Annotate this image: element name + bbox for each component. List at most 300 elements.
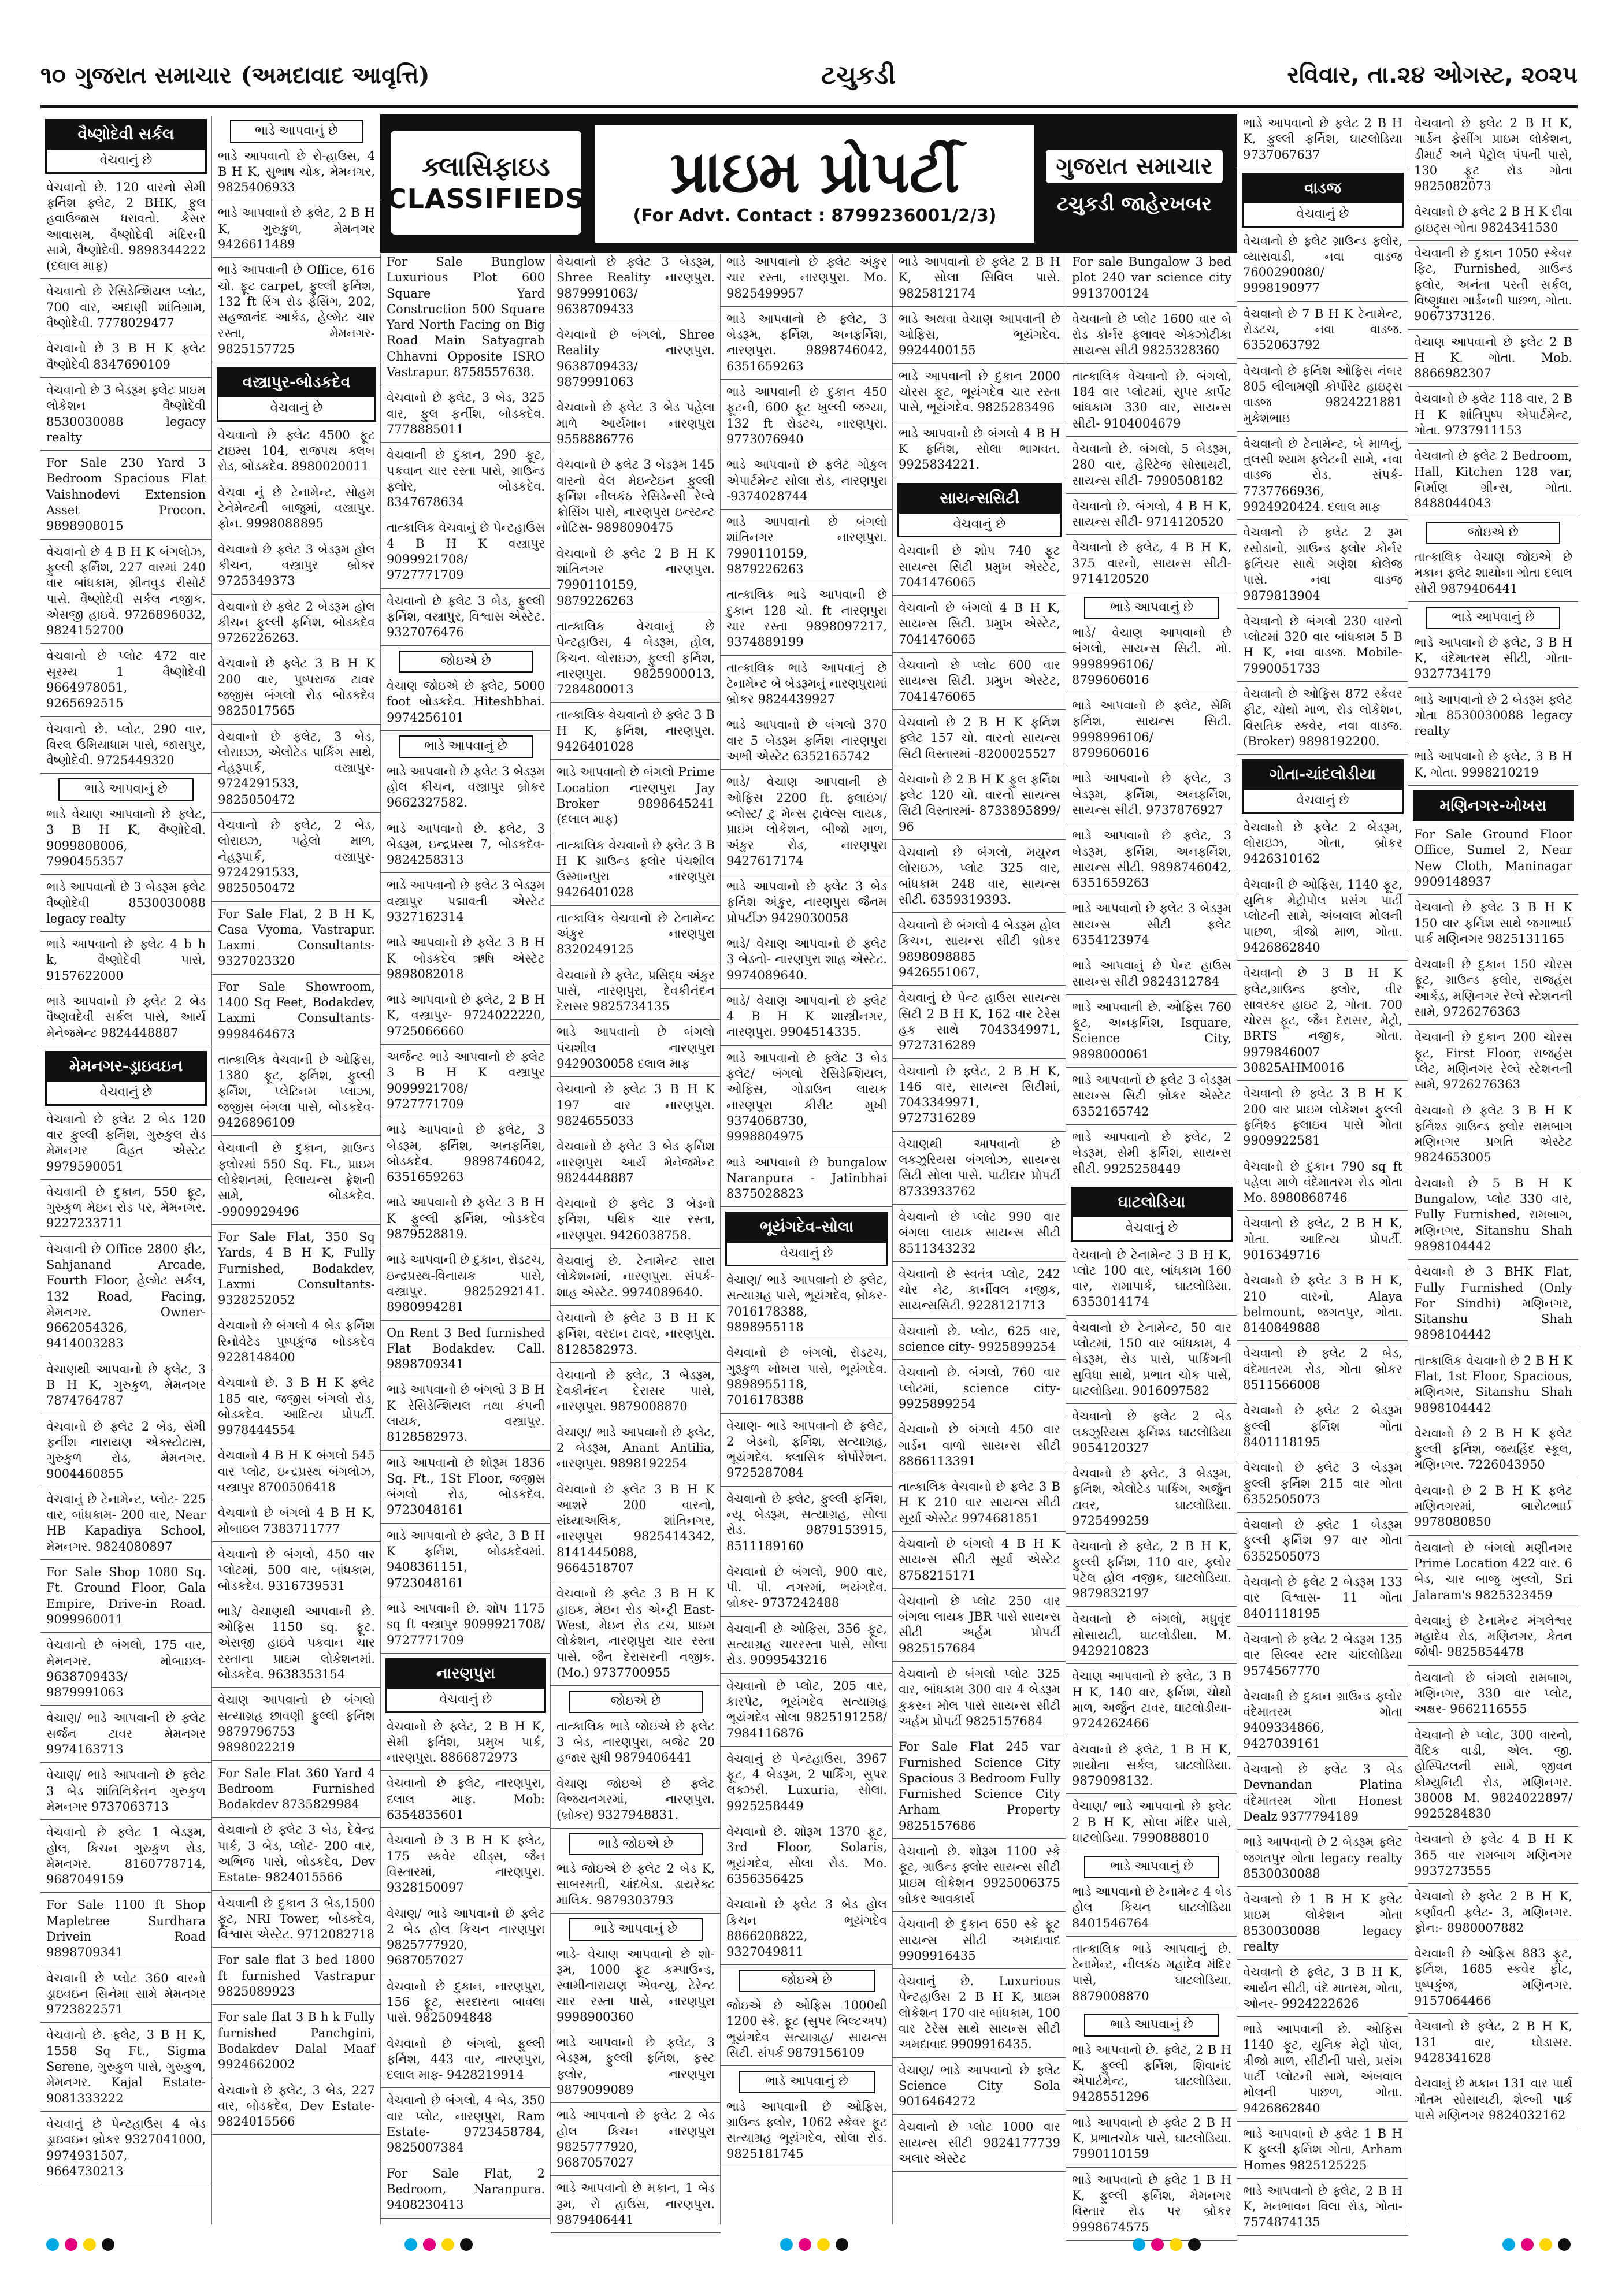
- classified-ad: વેચવાનું છે ટેનામેન્ટ મંગલેશ્વર મહાદેવ રોડ, મણિનગર, કેતન જોષી- 9825854478: [1408, 1613, 1578, 1666]
- classified-ad: ભાડે આપવાનો છે ફ્લેટ 1 B H K, ફુલ્લી ફર્નિશ, મેમનગર વિસ્તાર રોડ પર બ્રોકર 9998674575: [1066, 2172, 1237, 2241]
- classified-ad: વેચવાનું છે પેન્ટહાઉસ, 3967 ફૂટ, 4 બેડરૂમ, 2 પાર્કિંગ, સુપર લક્ઝરી. Luxuria, સોલા. 9925258449: [721, 1751, 893, 1819]
- banner-contact: (For Advt. Contact : 8799236001/2/3): [633, 206, 997, 226]
- banner-brand: [1045, 131, 1224, 235]
- classified-ad: વેચવાનો છે બંગલો, મયુરન લોરાઇઝ, પ્લોટ 325 વાર, બાંધકામ 248 વાર, સાયન્સ સીટી. 6359319393.: [893, 845, 1066, 913]
- classified-ad: વેચવાનો છે. 3 B H K ફ્લેટ 185 વાર, જજીસ બંગલો રોડ, બોડકદેવ. આદિત્ય પ્રોપર્ટી. 9978444554: [212, 1375, 381, 1443]
- category-heading: ભાડે આપવાનું છે: [1426, 607, 1561, 629]
- classified-ad: વેચવાનો છે ફ્લેટ, 3 બેડ, 325 વાર, ફુલ ફર્નીશ, બોડકદેવ. 7778885011: [381, 390, 551, 443]
- registration-dot-icon: [1558, 2238, 1571, 2251]
- classified-ad: ભાડે/ વેચાણથી આપવાની છે. ઓફિસ 1150 sq. ફૂટ. એસજી હાઇવે પકવાન ચાર રસ્તાના પ્રાઇમ લોકેશનમાં. બોડકદેવ. 9638353154: [212, 1604, 381, 1688]
- classified-ad: ભાડે આપવાનો છે ફ્લેટ, સેમિ ફર્નિશ, સાયન્સ સિટી. 9998996106/ 8799606016: [1066, 698, 1237, 766]
- classified-ad: For Sale Showroom, 1400 Sq Feet, Bodakdev, Laxmi Consultants- 9998464673: [212, 979, 381, 1047]
- classified-ad: ભાડે આપવાનો છે ફ્લેટ, 3 બેડરૂમ, ફર્નિશ, અનફર્નિશ, સાયન્સ સીટી. 9737876927: [1066, 771, 1237, 823]
- classified-ad: વેચાણ- ભાડે આપવાનો છે ફ્લેટ, 2 બેડનો, ફર્નિશ, સત્યાગ્રહ, ભૂયંગદેવ. ક્લાસિક કોર્પોરેશન. 9725287084: [721, 1418, 893, 1487]
- classified-ad: ભાડે આપવાની છે દુકાન, રોડટચ, ઇન્દ્રપ્રસ્થ-વિનાયક પાસે, વસ્ત્રાપુર. 9825292141. 8980994281: [381, 1252, 551, 1320]
- area-section-header: [1413, 790, 1574, 821]
- classifieds-logo: [387, 131, 585, 235]
- classified-ad: વેચવાનો છે ફ્લેટ, નારણપુરા, દલાલ માફ. Mob: 6354835601: [381, 1775, 551, 1828]
- registration-dot-icon: [1521, 2238, 1534, 2251]
- classified-ad: તાત્કાલિક ભાડે આપવાનું છે ટેનામેન્ટ બે બેડરૂમનું નારણપુરામાં બ્રોકર 9824439927: [721, 660, 893, 713]
- classified-ad: ભાડે આપવાનો છે 2 બેડરૂમ ફ્લેટ જગતપુર ગોતા legacy realty 8530030088: [1237, 1834, 1408, 1887]
- classified-ad: વેચવાનો છે ફ્લેટ, 3 બેડ, લોરાઇઝ, એલોટેડ પાર્કિંગ સાથે, નેહરૂપાર્ક, વસ્ત્રાપુર- 9724291533, 9825050472: [212, 729, 381, 813]
- category-heading: ભાડે આપવાનું છે: [1084, 1856, 1219, 1878]
- classified-ad: વેચવાની છે પ્લોટ 360 વારનો ડ્રાઇવઇન સિનેમા સામે મેમનગર 9723822571: [40, 1971, 211, 2023]
- classified-ad: ભાડે આપવાની છે દુકાન 450 ફૂટની, 600 ફૂટ ખુલ્લી જગ્યા, 132 ft રોડટચ, નારણપુરા. 9773076940: [721, 384, 893, 452]
- classified-ad: વેચવાનો છે ફ્લેટ 2 બેડરૂમ, લોરાઇઝ, ગોતા, બ્રોકર 9426310162: [1237, 820, 1408, 872]
- classified-ad: વેચવાનો છે બંગલો 4 બેડરૂમ હોલ કિચન, સાયન્સ સીટી બ્રોકર 9898098885 9426551067,: [893, 917, 1066, 986]
- classified-ad: વેચવાની છે દુકાન, 550 ફૂટ, ગુરુકુળ મેઇન રોડ પર, મેમનગર. 9227233711: [40, 1184, 211, 1237]
- classified-ad: વેચવાનો છે બંગલો, 900 વાર, પી. પી. નગરમાં, ભયંગદેવ. બ્રોકર- 9737242488: [721, 1564, 893, 1617]
- classified-ad: તાત્કાલિક વેચવાનો છે ટેનામેન્ટ અંકુર નારણપુરા 8320249125: [551, 911, 721, 963]
- registration-dot-icon: [460, 2238, 473, 2251]
- classified-ad: ભાડે આપવાનો છે ફ્લેટ, 2 બેડરૂમ, સેમી ફર્નિશ, સાયન્સ સીટી. 9925258449: [1066, 1130, 1237, 1182]
- classified-ad: વેચવાની છે દુકાન 200 ચોરસ ફૂટ, First Floor, રાજહંસ પ્લેટ, મણિનગર રેલ્વે સ્ટેશનની સામે, 9726276363: [1408, 1030, 1578, 1098]
- classified-ad: વેચવાનો છે ફ્લેટ 2 બેડ લક્ઝુરિયસ ફર્નિશ્ડ ઘાટલોડિયા 9054120327: [1066, 1409, 1237, 1461]
- classified-ad: વેચવાનો છે. ફ્લેટ, 3 B H K, 1558 Sq Ft., Sigma Serene, ગુરુકુળ પાસે, ગુરુકુળ, મેમનગર. Kajal Estate- 9081333222: [40, 2027, 211, 2111]
- classified-ad: વેચવાનો છે ફ્લેટ 1 બેડરૂમ, હોલ, કિચન ગુરુકુળ રોડ, મેમનગર. 8160778714, 9687049159: [40, 1825, 211, 1893]
- classified-ad: જોઇએ છે ઓફિસ 1000થી 1200 સ્કે. ફૂટ (સુપર બિલ્ટઅપ) ભૂયંગદેવ સત્યાગ્રહ/ સાયન્સ સિટી. સંપર્ક 9879156109: [721, 1998, 893, 2066]
- classified-ad: તાત્કાલિક વેચાણ જોઇએ છે મકાન ફ્લેટ શાયોના ગોતા દલાલ સોરી 9879406441: [1408, 549, 1578, 602]
- classified-ad: વેચવાનો છે ઓફિસ 872 સ્કેવર ફીટ, ચોથો માળ, રોડ લોકેશન, વિસતિક સ્કવેર, નવા વાડજ. (Broker) 9898192200.: [1237, 686, 1408, 755]
- classified-ad: ભાડે આપવાની છે Office, 616 ચો. ફૂટ carpet, ફુલ્લી ફર્નિશ, 132 ft રિંગ રોડ ફેસિંગ, 202, સહજાનંદ આર્કેડ, હેલ્મેટ ચાર રસ્તા, મેમનગર- 9825157725: [212, 262, 381, 362]
- category-heading: ભાડે આપવાનું છે: [230, 120, 363, 143]
- classified-ad: વેચાણ/ ભાડે આપવાની છે ફ્લેટ સર્જન ટાવર મેમનગર 9974163713: [40, 1710, 211, 1763]
- classified-ad: વેચવાનો છે ફ્લેટ 2 બેડરૂમ 133 વાર વિશ્વાસ- 11 ગોતા 8401118195: [1237, 1574, 1408, 1627]
- classified-column-3: [380, 254, 551, 2224]
- classified-ad: વેચવાનો છે 3 B H K ફ્લેટ, 175 સ્કવેર યીડ્સ, જૈન વિસ્તારમાં, નારણપુરા. 9328150097: [381, 1833, 551, 1901]
- classified-ad: વેચવાનો છે બંગલો મણીનગર Prime Location 422 વાર. 6 બેડ, ચાર બાજુ ખુલ્લો, Sri Jalaram's 9825323459: [1408, 1540, 1578, 1608]
- classified-ad: ભાડે જોઇએ છે ફ્લેટ 2 બેડ K, સાબરમતી, ચાંદખેડા. ડાયરેક્ટ માલિક. 9879303793: [551, 1861, 721, 1914]
- area-section-header: [1242, 173, 1404, 228]
- classified-ad: વેચવાનું છે ટેનામેન્ટ, પ્લોટ- 225 વાર, બાંધકામ- 200 વાર, Near HB Kapadiya School, મેમનગર. 9824080897: [40, 1492, 211, 1560]
- classified-ad: વેચવાનો છે બંગલો રામબાગ, મણિનગર, 330 વાર પ્લોટ, અક્ષર- 9662116555: [1408, 1670, 1578, 1723]
- classifieds-logo-gujarati: ક્લાસિફાઇડ: [422, 151, 550, 182]
- classified-ad: For Sale Flat 360 Yard 4 Bedroom Furnished Bodakdev 8735829984: [212, 1766, 381, 1818]
- classified-ad: ભાડે આપવાનો છે ફ્લેટ, 3 B H K, ગોતા. 9998210219: [1408, 749, 1578, 786]
- registration-dot-icon: [404, 2238, 417, 2251]
- area-name: મણિનગર-ખોખરા: [1415, 792, 1572, 819]
- section-name: ટચુકડી: [821, 60, 896, 90]
- classified-ad: વેચવાનો છે ફ્લેટ, 3 બેડરૂમ, ફર્નિશ, એલોટેડ પાર્કિંગ, અર્જુન ટાવર, ઘાટલોડિયા. 9725499259: [1066, 1466, 1237, 1534]
- classified-ad: વેચવાનો છે 2 B H K ફર્નિશ ફ્લેટ 157 ચો. વારનો સાયન્સ સિટી વિસ્તારમાં -8200025527: [893, 715, 1066, 767]
- registration-dot-icon: [780, 2238, 793, 2251]
- registration-dot-icon: [441, 2238, 454, 2251]
- classified-ad: વેચવાનો છે પ્લોટ 990 વાર બંગલા લાયક સાયન્સ સીટી 8511343232: [893, 1209, 1066, 1262]
- classified-ad: વેચવાનો છે. પ્લોટ, 625 વાર, science city- 9925899254: [893, 1324, 1066, 1361]
- area-name: ઘાટલોડિયા: [1073, 1188, 1231, 1216]
- classified-ad: વેચવાનો છે બંગલો પ્લોટ 325 વાર, બાંધકામ 300 વાર 4 બેડરૂમ કુકરન મોલ પાસે સાયન્સ સીટી અર્હમ પ્રોપર્ટી 9825157684: [893, 1666, 1066, 1734]
- classified-ad: For Sale Flat, 350 Sq Yards, 4 B H K, Fully Furnished, Bodakdev, Laxmi Consultants- 9328252052: [212, 1229, 381, 1313]
- category-label: વેચવાનું છે: [47, 1080, 205, 1104]
- classified-ad: વેચવાનો છે ટેનામેન્ટ 3 B H K, પ્લોટ 100 વાર, બાંધકામ 160 વાર, રામાપાર્ક, ઘાટલોડિયા. 6353014174: [1066, 1247, 1237, 1316]
- classified-ad: વેચવાનો છે ફ્લેટ 2 બેડરૂમ 135 વાર સિલ્વર સ્ટાર ચાંદલોડિયા 9574567770: [1237, 1632, 1408, 1684]
- classified-ad: વેચવાનો છે બંગલો 4 બેડ ફર્નિશ રિનોવેટેડ પુષ્પકુંજ બોડકદેવ 9228148400: [212, 1318, 381, 1370]
- banner-title-box: [595, 125, 1034, 243]
- classified-ad: વેચવાનો છે ફ્લેટ 3 બેડરૂમ હોલ કીચન, વસ્ત્રાપુર બ્રોકર 9725349373: [212, 542, 381, 595]
- classified-ad: વેચવાનો છે ફ્લેટ 2 બેડ, વંદેમાતરમ રોડ, ગોતા બ્રોકર 8511566008: [1237, 1346, 1408, 1398]
- classified-ad: વેચવાનો છે બંગલો 4 B H K, મોબાઇલ 7383711777: [212, 1505, 381, 1542]
- classified-ad: વેચવાનો છે ફ્લેટ 3 બેડરૂમ 145 વારનો વેલ મેઇન્ટેઇન ફુલ્લી ફર્નિશ નીલકંઠ રેસિડેન્સી રેલ્વે ક્રોસિંગ પાસે, નારણપુરા ઇન્સ્ટન્ટ નોટિસ- 9898090475: [551, 457, 721, 541]
- area-name: વસ્ત્રાપુર-બોડકદેવ: [218, 369, 374, 396]
- classified-ad: ભાડે આપવાનો છે રો-હાઉસ, 4 B H K, સુભાષ ચોક, મેમનગર, 9825406933: [212, 148, 381, 201]
- area-name: વૈષ્ણોદેવી સર્કલ: [47, 121, 205, 148]
- classified-ad: વેચવાની છે દુકાન ગ્રાઉન્ડ ફ્લોર વંદેમાતરમ ગોતા 9409334866, 9427039161: [1237, 1689, 1408, 1757]
- classified-ad: વેચવાનો છે બંગલો 450 વાર ગાર્ડન વાળો સાયન્સ સીટી 8866113391: [893, 1422, 1066, 1474]
- category-heading: ભાડે આપવાનું છે: [739, 2071, 875, 2093]
- classified-ad: For sale flat 3 B h k Fully furnished Panchgini, Bodakdev Dalal Maaf 9924662002: [212, 2009, 381, 2078]
- registration-dot-icon: [817, 2238, 830, 2251]
- classified-ad: વેચવાનો છે ફ્લેટ 3 બેડ ફર્નિશ નારણપુરા આર્ય મેનેજમેન્ટ 9824448887: [551, 1139, 721, 1191]
- category-label: વેચવાનું છે: [899, 512, 1060, 536]
- registration-dot-icon: [1170, 2238, 1182, 2251]
- classified-ad: વેચવાનો છે 2 B H K ફ્લેટ ફુલ્લી ફર્નિશ, જયહિંદ સ્કૂલ, મણિનગર. 7226043950: [1408, 1426, 1578, 1478]
- classified-ad: વેચવાનો છે ફ્લેટ 3 બેડનો ફર્નિશ, પથિક ચાર રસ્તા, નારણપુરા. 9426038758.: [551, 1196, 721, 1249]
- classified-ad: ભાડે આપવાનો છે ફ્લેટ 3 બેડરૂમ સાયન્સ સીટી ફ્લેટ 6354123974: [1066, 901, 1237, 953]
- classified-ad: ભાડે આપવાનો છે ફ્લેટ, 3 બેડરૂમ, ફર્નિશ, અનફર્નિશ, બોડકદેવ. 9898746042, 6351659263: [381, 1122, 551, 1190]
- prime-property-banner: [380, 114, 1237, 253]
- classified-ad: વેચવાનો છે પ્લોટ, 205 વાર, કારપેટ, ભૂયંગદેવ સત્યાગ્રહ ભૂયંગદેવ સોલા 9825191258/ 7984116876: [721, 1678, 893, 1747]
- classified-column-9: [1408, 116, 1578, 2224]
- classified-ad: વેચાણથી આપવાનો છે ફ્લેટ, 3 B H K, ગુરુકુળ, મેમનગર 7874764787: [40, 1362, 211, 1414]
- classified-ad: વેચવાનો છે 3 બેડરૂમ ફ્લેટ પ્રાઇમ લોકેશન વૈષ્ણોદેવી 8530030088 legacy realty: [40, 382, 211, 451]
- classified-ad: વેચવાનો છે 5 B H K Bungalow, પ્લોટ 330 વાર, Fully Furnished, રામબાગ, મણિનગર, Sitanshu Shah 9898104442: [1408, 1176, 1578, 1260]
- classified-ad: વેચવાનો છે બંગલો 4 B H K, સાયન્સ સિટી. પ્રમુખ એસ્ટેટ, 7041476065: [893, 600, 1066, 653]
- classified-ad: વેચવાનો છે ફ્લેટ 3 બેડ હોલ કિચન ભૂયંગદેવ 8866208822, 9327049811: [721, 1897, 893, 1965]
- area-section-header: [1071, 1187, 1233, 1242]
- classified-ad: વેચાણ/ ભાડે આપવાનો છે ફ્લેટ, 2 બેડરૂમ, Anant Antilia, નારણપુરા. 9898192254: [551, 1425, 721, 1477]
- classified-ad: વેચવાનો છે ફ્લેટ, ફુલ્લી ફર્નિશ, ન્યૂ બેડરૂમ, સત્યાગ્રહ, સોલા રોડ. 9879153915, 8511189160: [721, 1491, 893, 1559]
- classified-ad: ભાડે આપવાનો છે. ફ્લેટ, 2 B H K, ફુલ્લી ફર્નિશ, શિવાનંદ એપાર્ટમેન્ટ, ઘાટલોડિયા. 9428551296: [1066, 2042, 1237, 2111]
- classified-ad: વેચવાની છે ઓફિસ, 1140 ફૂટ, યુનિક મેટ્રોપોલ પ્રસંગ પાર્ટી પ્લોટની સામે, અંબવાલ મોલની પાછળ, ત્રીજો માળ, ગોતા. 9426862840: [1237, 877, 1408, 961]
- classified-ad: વેચવાનો છે ફ્લેટ 3 B H K 200 વાર, પુષ્પરાજ ટાવર જજીસ બંગલો રોડ બોડકદેવ 9825017565: [212, 656, 381, 724]
- classified-ad: ભાડે/ વેચાણ આપવાનો છે ફ્લેટ 3 બેડનો- નારણપુરા શાહ એસ્ટેટ. 9974089640.: [721, 936, 893, 989]
- classified-ad: For Sale Ground Floor Office, Sumel 2, Near New Cloth, Maninagar 9909148937: [1408, 827, 1578, 895]
- classified-ad: વેચવાનો છે દુકાન, નારણપુરા, 156 ફૂટ, સરદારના બાવલા પાસે. 9825094848: [381, 1979, 551, 2031]
- classified-column-4: [550, 254, 721, 2227]
- classified-ad: વેચવાનો છે ફ્લેટ 3 બેડ, દેવેન્દ્ર પાર્ક, 3 બેડ, પ્લોટ- 200 વાર, અભિજ પાસે, બોડકદેવ, Dev Estate- 9824015566: [212, 1822, 381, 1890]
- classified-ad: ભાડે આપવાનો છે ફ્લેટ, 3 બેડરૂમ, ફુલ્લી ફર્નિશ, ફસ્ટ ફ્લોર, નારણપુરા 9879099089: [551, 2035, 721, 2103]
- registration-dot-icon: [799, 2238, 811, 2251]
- classified-ad: વેચવાનો છે ફ્લેટ, 1 B H K, શાયોના સર્કલ, ઘાટલોડિયા. 9879098132.: [1066, 1742, 1237, 1795]
- registration-dot-icon: [1539, 2238, 1552, 2251]
- classified-ad: ભાડે આપવાનો છે બંગલો 370 વાર 5 બેડરૂમ ફર્નિશ નારણપુરા અભી એસ્ટેટ 6352165742: [721, 717, 893, 770]
- category-heading: ભાડે આપવાનું છે: [569, 1918, 703, 1941]
- classified-ad: તાત્કાલિક વેચવાનો છે. બંગલો, 184 વાર પ્લોટમાં, સુપર કાર્પેટ બાંધકામ 330 વાર, સાયન્સ સીટી- 9104004679: [1066, 369, 1237, 437]
- registration-dot-icon: [83, 2238, 96, 2251]
- classified-ad: ભાડે આપવાની છે ઓફિસ, ગ્રાઉન્ડ ફ્લોર, 1062 સ્કેવર ફૂટ સત્યાગ્રહ ભૂયંગદેવ, સોલા રોડ. 9825181745: [721, 2099, 893, 2167]
- classified-ad: વેચવાનો છે બંગલો 230 વારનો પ્લોટમાં 320 વાર બાંધકામ 5 B H K, નવા વાડજ. Mobile- 7990051733: [1237, 614, 1408, 682]
- classified-ad: વેચવાનો છે ફ્લેટ, 2 B H K, ગોતા. આદિત્ય પ્રોપર્ટી. 9016349716: [1237, 1216, 1408, 1268]
- classified-ad: For sale flat 3 bed 1800 ft furnished Vastrapur 9825089923: [212, 1952, 381, 2005]
- classified-ad: ભાડે આપવાનો છે 2 બેડરૂમ ફ્લેટ ગોતા 8530030088 legacy realty: [1408, 692, 1578, 745]
- registration-dot-icon: [836, 2238, 848, 2251]
- registration-dot-icon: [1133, 2238, 1145, 2251]
- classified-ad: વેચવાનો છે ફ્લેટ 3 B H K 197 વાર નારણપુરા. 9824655033: [551, 1082, 721, 1134]
- area-section-header: [385, 1658, 546, 1713]
- classified-ad: ભાડે આપવાનો છે ફ્લેટ, 2 B H K, ગુરુકુળ, મેમનગર 9426611489: [212, 205, 381, 258]
- classified-ad: વેચવાનો છે બંગલો, રોડટચ, ગુરૂકુળ ખોખરા પાસે, ભૂયંગદેવ. 9898955118, 7016178388: [721, 1345, 893, 1413]
- classified-ad: વેચવાનો છે સ્વતંત્ર પ્લોટ, 242 ચોર નેટ, કાર્નીવલ નજીક, સાયન્સસિટી. 9228121713: [893, 1266, 1066, 1319]
- classified-ad: વેચવાનો છે ફ્લેટ, 2 B H K, 146 વાર, સાયન્સ સિટીમાં, 7043349971, 9727316289: [893, 1064, 1066, 1132]
- classified-ad: વેચવાનો છે ફ્લેટ 3 B H K 150 વાર ફર્નિશ સાથે જગાભાઈ પાર્ક મણિનગર 9825131165: [1408, 900, 1578, 952]
- classified-ad: ભાડે આપવાનો છે ફ્લેટ 2 B H K, પ્રભાતચોક પાસે, ઘાટલોડિયા. 7990110159: [1066, 2115, 1237, 2168]
- classified-ad: For Sale Flat, 2 B H K, Casa Vyoma, Vastrapur. Laxmi Consultants- 9327023320: [212, 906, 381, 975]
- classified-ad: વેચવાનો છે ફ્લેટ, 2 B H K, 131 વાર, ઘોડાસર. 9428341628: [1408, 2019, 1578, 2071]
- classified-ad: વેચવાનો છે બંગલો, ફુલ્લી ફર્નિશ, 443 વાર, નારણપુરા, દલાલ માફ- 9428219914: [381, 2036, 551, 2089]
- classified-ad: વેચાણ/ ભાડે આપવાનો છે ફ્લેટ, સત્યાગ્રહ પાસે, ભૂયંગદેવ, બ્રોકર- 7016178388, 9898955118: [721, 1272, 893, 1340]
- area-name: મેમનગર-ડ્રાઇવઇન: [47, 1053, 205, 1080]
- classified-ad: વેચવાની છે દુકાન 650 સ્કે ફૂટ સાયન્સ સીટી અમદાવાદ 9909916435: [893, 1916, 1066, 1969]
- classified-ad: વેચવાની છે દુકાન 1050 સ્કેવર ફિટ, Furnished, ગ્રાઉન્ડ ફ્લોર, અનંતા પરતી સર્કલ, વિષ્ણુધારા ગાર્ડનની પાછળ, ગોતા. 9067373126.: [1408, 246, 1578, 329]
- classified-ad: વેચવાનો છે 3 BHK Flat, Fully Furnished (Only For Sindhi) મણિનગર, Sitanshu Shah 9898104442: [1408, 1264, 1578, 1348]
- registration-dot-icon: [423, 2238, 436, 2251]
- classified-ad: વેચવાનો છે પ્લોટ 472 વાર સૂરમ્ય 1 વૈષ્ણોદેવી 9664978051, 9265692515: [40, 648, 211, 716]
- classified-ad: For Sale 1100 ft Shop Mapletree Surdhara Drivein Road 9898709341: [40, 1897, 211, 1966]
- classified-ad: ભાડે/ વેચાણ આપવાનો છે ફ્લેટ 4 B H K શાસ્ત્રીનગર, નારણપુરા. 9904514335.: [721, 993, 893, 1046]
- classified-ad: ભાડે વેચાણ આપવાનો છે ફ્લેટ, 3 B H K, વૈષ્ણોદેવી. 9099808006, 7990455357: [40, 807, 211, 875]
- classified-ad: વેચવાનો 4 B H K બંગલો 545 વાર પ્લોટ, ઇન્દ્રપ્રસ્થ બંગલોઝ, વસ્ત્રાપુર 8700506418: [212, 1448, 381, 1500]
- category-heading: ભાડે આપવાનું છે: [58, 778, 194, 801]
- classified-ad: વેચવાનો છે ફ્લેટ 3 B H K 200 વાર પ્રાઇમ લોકેશન ફુલ્લી ફર્નિશ્ડ ફ્લાઇવ પાસે ગોતા 9909922581: [1237, 1086, 1408, 1154]
- classified-ad: ભાડે આપવાનો છે ફ્લેટ 2 બેડ હોલ કિચન નારણપુરા 9825777920, 9687057027: [551, 2108, 721, 2176]
- classified-ad: વેચવાનો છે ફ્લેટ 3 B H K, 210 વારનો, Alaya belmount, જગતપુર, ગોતા. 8140849888: [1237, 1273, 1408, 1341]
- classified-ad: વેચવાનો છે ફ્લેટ, 4 B H K, 375 વારનો, સાયન્સ સીટી- 9714120520: [1066, 540, 1237, 592]
- classifieds-logo-english: CLASSIFIEDS: [387, 183, 585, 214]
- classified-ad: વેચવાનો છે ફ્લેટ, 3 બેડ, 227 વાર, બોડકદેવ, Dev Estate- 9824015566: [212, 2083, 381, 2135]
- category-heading: ભાડે આપવાનું છે: [1084, 2014, 1219, 2037]
- classified-ad: વેચવાનો છે બંગલો, 4 બેડ, 350 વાર પ્લોટ, નારણપુરા, Ram Estate- 9723458784, 9825007384: [381, 2093, 551, 2161]
- registration-marks-center-right: [1133, 2238, 1201, 2251]
- masthead: [40, 45, 1578, 108]
- classified-ad: વેચવાનો છે ફ્લેટ 3 B H K આશરે 200 વારનો, સંધ્યાઅલિક, શાંતિનગર, નારણપુરા 9825414342, 8141445088, 9664518707: [551, 1482, 721, 1582]
- registration-dot-icon: [1151, 2238, 1164, 2251]
- classified-ad: વેચવાનો છે ફ્લેટ 1 બેડરૂમ ફુલ્લી ફર્નિશ 97 વાર ગોતા 6352505073: [1237, 1517, 1408, 1570]
- classified-ad: તાત્કાલિક ભાડે જોઇએ છે ફ્લેટ 3 બેડ, નારણપુરા, બજેટ 20 હજાર સુધી 9879406441: [551, 1719, 721, 1771]
- classified-ad: વેચાણ આપવાનો છે બંગલો સત્યાગ્રહ છાવણી ફુલ્લી ફર્નિશ 9879796753 9898022219: [212, 1692, 381, 1760]
- classified-ad: વેચવાની છે ઓફિસ, 356 ફૂટ, સત્યાગ્રહ ચારરસ્તા પાસે, સોલા રોડ. 9099543216: [721, 1621, 893, 1674]
- classified-ad: વેચવાનું છે પેન્ટહાઉસ 4 બેડ ડ્રાઇવઇન બ્રોકર 9327041000, 9974931507, 9664730213: [40, 2116, 211, 2184]
- classified-ad: વેચવાનો છે દુકાન 790 sq ft પહેલા માળે વંદેમાતરમ રોડ ગોતા Mo. 8980868746: [1237, 1159, 1408, 1212]
- issue-date: રવિવાર, તા.૨૪ ઓગસ્ટ, ૨૦૨૫: [1287, 62, 1578, 88]
- classified-ad: વેચવાનો છે. શોરૂમ 1370 ફૂટ, 3rd Floor, Solaris, ભૂયંગદેવ, સોલા રોડ. Mo. 6356356425: [721, 1824, 893, 1892]
- classified-ad: તાત્કાલિક વેચવાનો છે 2 B H K Flat, 1st Floor, Spacious, મણિનગર, Sitanshu Shah 9898104442: [1408, 1353, 1578, 1421]
- classified-ad: ભાડે આપવાનો છે ટેનામેન્ટ 4 બેડ હોલ કિચન ઘાટલોડિયા 8401546764: [1066, 1884, 1237, 1937]
- area-name: સાયન્સસિટી: [899, 485, 1060, 512]
- classified-ad: વેચવાનો છે 3 B H K ફ્લેટ વૈષ્ણોદેવી 8347690109: [40, 341, 211, 378]
- classified-ad: વેચવાનું છે. Luxurious પેન્ટહાઉસ 2 B H K, પ્રાઇમ લોકેશન 170 વાર બાંધકામ, 100 વાર ટેરેસ સાથે સાયન્સ સીટી અમદાવાદ 9909916435.: [893, 1974, 1066, 2057]
- classified-ad: વેચવાની છે દુકાન, ગ્રાઉન્ડ ફ્લોરમાં 550 Sq. Ft., પ્રાઇમ લોકેશનમાં, રિલાયન્સ ફ્રેશની સામે, બોડકદેવ. -9909929496: [212, 1140, 381, 1224]
- classified-ad: વેચવાનો છે. 120 વારનો સેમી ફર્નિશ ફ્લેટ, 2 BHK, ફુલ હવાઉજાસ ધરાવતો. કેસર આવાસમ, વૈષ્ણોદેવી મંદિરની સામે, વૈષ્ણોદેવી. 9898344222 (દલાલ માફ): [40, 180, 211, 280]
- classified-ad: For sale Bungalow 3 bed plot 240 var science city 9913700124: [1066, 254, 1237, 307]
- classified-ad: વેચવાનો છે ફ્લેટ 2 B H K, ગાર્ડન ફેસીંગ પ્રાઇમ લોકેશન, ડીમાર્ટ અને પેટ્રોલ પંપની પાસે, 130 ફૂટ રોડ ગોતા 9825082073: [1408, 116, 1578, 199]
- classified-ad: તાત્કાલિક વેચવાનું છે પેન્ટહાઉસ, 4 બેડરૂમ, હોલ, કિચન. લોરાઇઝ, ફુલ્લી ફર્નિશ, નારણપુરા. 9825900013, 7284800013: [551, 619, 721, 703]
- classified-ad: વેચવાનો છે ફ્લેટ 3 બેડરૂમ ફુલ્લી ફર્નિશ 215 વાર ગોતા 6352505073: [1237, 1460, 1408, 1513]
- classified-ad: ભાડે આપવાનો છે ફ્લેટ 4 b h k, વૈષ્ણોદેવી પાસે, 9157622000: [40, 937, 211, 989]
- masthead-left: [40, 62, 429, 89]
- page-footer: [0, 2231, 1618, 2266]
- classified-ad: ભાડે આપવાનો છે ફ્લેટ, 3 B H K, વંદેમાતરમ સીટી, ગોતા- 9327734179: [1408, 635, 1578, 688]
- classified-column-6: [892, 254, 1066, 2224]
- classified-ad: વેચવાનો છે ફર્નિશ ઓફિસ નંબર 805 લીલામણી કોર્પોરેટ હાઇટ્સ વાડજ 9824221881 મુકેશભાઇ: [1237, 363, 1408, 432]
- classified-ad: વેચવાનું છે પેન્ટ હાઉસ સાયન્સ સિટી 2 B H K, 162 વાર ટેરેસ હક સાથે 7043349971, 9727316289: [893, 990, 1066, 1058]
- classified-ad: ભાડે આપવાનો છે ફ્લેટ 3 બેડરૂમ વસ્ત્રાપુર પદ્માવતી એસ્ટેટ 9327162314: [381, 878, 551, 930]
- registration-dot-icon: [46, 2238, 59, 2251]
- classified-ad: ભાડે આપવાની છે. ઓફિસ 760 ફૂટ, અનફર્નિશ, Isquare, Science City, 9898000061: [1066, 1000, 1237, 1068]
- classified-column-5: [720, 254, 893, 2224]
- category-label: વેચવાનું છે: [727, 1241, 886, 1265]
- registration-dot-icon: [1502, 2238, 1515, 2251]
- classified-ad: For Sale Bunglow Luxurious Plot 600 Square Yard Construction 500 Square Yard North Facing on Big Road Main Satyagrah Chhavni Opposite ISRO Vastrapur. 8758557638.: [381, 254, 551, 385]
- classified-ad: ભાડે આપવાનો છે ફ્લેટ 2 B H K, ફુલ્લી ફર્નિશ, ઘાટલોડિયા 9737067637: [1237, 116, 1408, 168]
- category-label: વેચવાનું છે: [218, 396, 374, 420]
- classified-ad: વેચવાનો છે. બંગલો, 4 B H K, સાયન્સ સીટી- 9714120520: [1066, 499, 1237, 536]
- classified-ad: વેચવાનો છે ફ્લેટ, પ્રસિદ્ધ અંકુર પાસે, નારણપુરા, દેવકીનંદન દેરાસર 9825734135: [551, 968, 721, 1020]
- classified-ad: વેચવાની છે શોપ 740 ફૂટ સાયન્સ સિટી પ્રમુખ એસ્ટેટ, 7041476065: [893, 543, 1066, 596]
- category-heading: ભાડે આપવાનું છે: [1084, 597, 1219, 619]
- classified-ad: વેચવાનું છે મકાન 131 વાર પાર્થ ગૌતમ સોસાયટી, શેલ્બી પાર્ક પાસે મણિનગર 9824032162: [1408, 2076, 1578, 2128]
- page-number: ૧૦: [40, 61, 66, 89]
- classified-ad: For Sale Shop 1080 Sq. Ft. Ground Floor, Gala Empire, Drive-in Road. 9099960011: [40, 1565, 211, 1633]
- classified-ad: ભાડે આપવાનો છે ફ્લેટ, 3 B H K ફર્નિશ, બોડકદેવમાં. 9408361151, 9723048161: [381, 1528, 551, 1596]
- classified-ad: વેચવાનો છે ફ્લેટ 2 B H K દીવા હાઇટ્સ ગોતા 9824341530: [1408, 204, 1578, 241]
- classified-ad: તાત્કાલિક વેચવાની છે ઓફિસ, 1380 ફૂટ, ફર્નિશ, ફુલ્લી ફર્નિશ, પ્લેટિનમ પ્લાઝા, જજીસ બંગલા પાસે, બોડકદેવ- 9426896109: [212, 1052, 381, 1136]
- classified-ad: વેચવાનો છે 4 B H K બંગલોઝ, ફુલ્લી ફર્નિશ, 227 વારમાં 240 વાર બાંધકામ, ગ્રીનવુડ રીસોર્ટ પાસે. વૈષ્ણોદેવી સર્કલ નજીક. એસજી હાઇવે. 9726896032, 9824152700: [40, 544, 211, 644]
- classified-ad: વેચવાનો છે. પ્લોટ, 290 વાર, વિરલ ઉમિયાધામ પાસે, જાસપુર, વૈષ્ણોદેવી. 9725449320: [40, 722, 211, 774]
- banner-brand-name: ગુજરાત સમાચાર: [1046, 150, 1223, 183]
- area-section-header: [217, 367, 376, 422]
- classified-ad: તાત્કાલિક ભાડે આપવાનું છે. ટેનામેન્ટ, નીલકંઠ મહાદેવ મંદિર પાસે, ઘાટલોડિયા. 8879008870: [1066, 1941, 1237, 2009]
- classified-ad: ભાડે/ વેચાણ આપવાની છે ઓફિસ 2200 ft. ફ્લાઇંગ/ બ્લોસ્ટ/ ટુ મેન્સ ટ્રાવેલ્સ લાયક, પ્રાઇમ લોકેશન, બીજો માળ, અંકુર રોડ, નારણપુરા 9427617174: [721, 774, 893, 874]
- classified-ad: ભાડે અથવા વેચાણ આપવાની છે ઓફિસ, ભૂયંગદેવ. 9924400155: [893, 311, 1066, 364]
- classified-ad: વેચવાનો છે ફ્લેટ 2 રૂમ રસોડાનો, ગ્રાઉન્ડ ફ્લોર કોર્નર ફર્નિચર સાથે ગણેશ કોલેજ પાસે. નવા વાડજ 9879813904: [1237, 525, 1408, 608]
- paper-name: ગુજરાત સમાચાર: [75, 61, 232, 89]
- classified-ad: વેચવાનો છે પ્લોટ 250 વાર બંગલા લાયક JBR પાસે સાયન્સ સીટી અર્હમ પ્રોપર્ટી 9825157684: [893, 1593, 1066, 1662]
- classified-ad: ભાડે આપવાનો છે બંગલો પંચશીલ નારણપુરા 9429030058 દલાલ માફ: [551, 1024, 721, 1077]
- classified-ad: વેચવાનો છે ફ્લેટ 3 B H K હાઇક, મેઇન રોડ એન્ટ્રી East-West, મેઇન રોડ ટચ, પ્રાઇમ લોકેશન, નારણપુરા ચાર રસ્તા પાસે. જૈન દેરાસરની નજીક. (Mo.) 9737700955: [551, 1586, 721, 1686]
- classified-ad: ભાડે આપવાનો છે ફ્લેટ, 2 B H K, મનભાવન વિલા રોડ, ગોતા- 7574874135: [1237, 2183, 1408, 2236]
- classified-ad: તાત્કાલિક વેચવાનો છે ફ્લેટ 3 B H K 210 વાર સાયન્સ સીટી સૂર્યા એસ્ટેટ 9974681851: [893, 1479, 1066, 1532]
- classified-ad: વેચવાનો છે ફ્લેટ 118 વાર, 2 B H K શાંતિપુષ્પ એપાર્ટમેન્ટ, ગોતા. 9737911153: [1408, 391, 1578, 444]
- category-label: વેચવાનું છે: [47, 148, 205, 172]
- classified-ad: For Sale 230 Yard 3 Bedroom Spacious Flat Vaishnodevi Extension Asset Procon. 9898908015: [40, 455, 211, 539]
- classified-ad: વેચાણ/ ભાડે આપવાનો છે ફ્લેટ 2 B H K, સોલા મંદિર પાસે, ઘાટલોડિયા. 7990888010: [1066, 1799, 1237, 1851]
- classified-ad: વેચવાનો છે 2 B H K ફ્લેટ મણિનગરમાં, બારોટભાઈ 9978080850: [1408, 1483, 1578, 1536]
- registration-marks-center-left: [404, 2238, 473, 2251]
- classified-ad: ભાડે આપવાનો છે ફ્લેટ 3 B H K બોડકદેવ ઋષિ એસ્ટેટ 9898082018: [381, 935, 551, 987]
- classified-ad: વેચવાનો છે પ્લોટ 600 વાર સાયન્સ સિટી. પ્રમુખ એસ્ટેટ, 7041476065: [893, 657, 1066, 710]
- classified-ad: ભાડે- વેચાણ આપવાનો છે શો-રૂમ, 1000 ફૂટ કમ્પાઉન્ડ, સ્વામીનારાયણ એવન્યુ, ટેરેન્ટ ચાર રસ્તા પાસે, નારણપુરા 9998900360: [551, 1946, 721, 2030]
- classified-ad: વેચવાનો છે ફ્લેટ, 2 B H K, સેમી ફર્નિશ, પ્રમુખ પાર્ક, નારણપુરા. 8866872973: [381, 1719, 551, 1771]
- classified-ad: ભાડે આપવાનો છે ફ્લેટ 3 બેડરૂમ હોલ કીચન, વસ્ત્રાપુર બ્રોકર 9662327582.: [381, 764, 551, 816]
- classified-ad: ભાડે આપવાનો છે. ફ્લેટ, 3 બેડરૂમ, ઇન્દ્રપ્રસ્થ 7, બોડકદેવ- 9824258313: [381, 821, 551, 874]
- registration-marks-center: [780, 2238, 848, 2251]
- edition-label: (અમદાવાદ આવૃત્તિ): [240, 61, 430, 89]
- classified-ad: ભાડે આપવાનો છે ફ્લેટ અંકુર ચાર રસ્તા, નારણપુરા. Mo. 9825499957: [721, 254, 893, 307]
- classified-ad: વેચવાનો છે ટેનામેન્ટ, બે માળનું, તુલસી શ્યામ ફ્લેટની સામે, નવા વાડજ રોડ. સંપર્ક- 7737766936, 9924920424. દલાલ માફ: [1237, 436, 1408, 520]
- category-label: વેચવાનું છે: [1073, 1216, 1231, 1240]
- classified-column-1: [40, 116, 211, 2224]
- classified-ad: વેચવાની છે દુકાન 3 બેડ,1500 ફૂટ, NRI Tower, બોડકદેવ, વિશ્વાસ એસ્ટેટ. 9712082718: [212, 1896, 381, 1948]
- category-heading: જોઇએ છે: [1426, 522, 1561, 544]
- classified-ad: ભાડે/ વેચાણ આપવાનો છે બંગલો, સાયન્સ સિટી. મો. 9998996106/ 8799606016: [1066, 625, 1237, 693]
- classified-ad: તાત્કાલિક ભાડે આપવાની છે દુકાન 128 ચો. ft નારણપુરા ચાર રસ્તા 9898097217, 9374889199: [721, 587, 893, 655]
- category-heading: જોઇએ છે: [569, 1691, 703, 1713]
- classified-ad: ભાડે આપવાનો છે 3 બેડરૂમ ફ્લેટ વૈષ્ણોદેવી 8530030088 legacy realty: [40, 879, 211, 932]
- area-name: ગોતા-ચાંદલોડીયા: [1244, 761, 1402, 788]
- classified-ad: વેચાણ/ ભાડે આપવાનો છે ફ્લેટ 2 બેડ હોલ કિચન નારણપુરા 9825777920, 9687057027: [381, 1906, 551, 1974]
- classified-ad: વેચવાનો છે પ્લોટ, 300 વારનો, વૈદિક વાડી, એલ. જી. હોસ્પિટલની સામે, જીવન કોમ્યુનિટી રોડ, મણિનગર. 38008 M. 9824022897/ 9925284830: [1408, 1727, 1578, 1827]
- classified-ad: વેચવાની છે ઓફિસ 883 ફૂટ, ફર્નિશ, 1685 સ્કવેર ફીટ, પુષ્પકુંજ, મણિનગર. 9157064466: [1408, 1946, 1578, 2014]
- classified-ad: વેચવાનો છે ટેનામેન્ટ, 50 વાર પ્લોટમાં, 150 વાર બાંધકામ, 4 બેડરૂમ, રોડ પાસે, પાર્કિંગની સુવિધા સાથે, પ્રભાત ચોક પાસે, ઘાટલોડિયા. 9016097582: [1066, 1320, 1237, 1404]
- classified-ad: વેચવાનો છે બંગલો, 450 વાર પ્લોટમાં, 500 વાર, બાંધકામ, બોડકદેવ. 9316739531: [212, 1547, 381, 1599]
- classified-ad: ભાડે આપવાની છે દુકાન 2000 ચોરસ ફૂટ, ભૂયંગદેવ ચાર રસ્તા પાસે, ભૂયંગદેવ. 9825283496: [893, 369, 1066, 421]
- classified-ad: ભાડે આપવાનું છે પેન્ટ હાઉસ સાયન્સ સીટી 9824312784: [1066, 958, 1237, 995]
- registration-dot-icon: [65, 2238, 77, 2251]
- classified-ad: વેચવાનો છે ફ્લેટ 2 બેડરૂમ ફુલ્લી ફર્નિશ ગોતા 8401118195: [1237, 1403, 1408, 1455]
- classified-ad: વેચાણ જોઇએ છે ફ્લેટ, 5000 foot બોડકદેવ. Hiteshbhai. 9974256101: [381, 678, 551, 731]
- classified-ad: વેચવાનો છે ફ્લેટ, 3 બેડરૂમ, દેવકીનંદન દેરાસર પાસે, નારણપુરા. 9879008870: [551, 1368, 721, 1420]
- classified-ad: ભાડે આપવાનો છે બંગલો 3 B H K રેસિડેન્શિયલ તથા કંપની લાયક, વસ્ત્રાપુર. 8128582973.: [381, 1382, 551, 1450]
- classified-ad: વેચવાનો છે. બંગલો, 5 બેડરૂમ, 280 વાર, હેરિટેજ સોસાયટી, સાયન્સ સીટી- 7990508182: [1066, 441, 1237, 494]
- classified-ad: તાત્કાલિક વેચવાનો છે ફ્લેટ 3 B H K, ફર્નિશ, નારણપુરા. 9426401028: [551, 707, 721, 760]
- classified-ad: વેચવા નું છે ટેનામેન્ટ, સોહમ ટેનેમેન્ટની બાજુમાં, વસ્ત્રાપુર. ફોન. 9998088895: [212, 485, 381, 537]
- classified-column-7: [1066, 254, 1237, 2234]
- area-section-header: [725, 1212, 888, 1266]
- area-name: ભૂયંગદેવ-સોલા: [727, 1213, 886, 1240]
- classified-ad: For Sale Flat 245 var Furnished Science City Spacious 3 Bedroom Fully Furnished Science City Arham Property 9825157686: [893, 1739, 1066, 1839]
- classified-ad: વેચવાનો છે ફ્લેટ 2 B H K શાંતિનગર નારણપુરા. 7990110159, 9879226263: [551, 546, 721, 614]
- classified-ad: ભાડે આપવાનો છે ફ્લેટ 3 બેડ ફ્લેટ/ બંગલો રેસિડેન્શિયલ, ઓફિસ, ગોડાઉન લાયક નારણપુરા કીરીટ મુખી 9374068730, 9998804975: [721, 1050, 893, 1150]
- area-section-header: [45, 119, 207, 174]
- classified-ad: ભાડે આપવાનો છે ફ્લેટ 2 બેડ વૈષ્ણવદેવી સર્કલ પાસે, આર્ય મેનેજમેન્ટ 9824448887: [40, 994, 211, 1046]
- classified-ad: વેચવાનો છે 7 B H K ટેનામેન્ટ, રોડટચ, નવા વાડજ. 6352063792: [1237, 306, 1408, 359]
- classified-ad: વેચવાનો છે ફ્લેટ 4 B H K 365 વાર રામબાગ મણિનગર 9937273555: [1408, 1831, 1578, 1884]
- classified-ad: વેચવાની છે દુકાન 150 ચોરસ ફૂટ, ગ્રાઉન્ડ ફ્લોર, રાજહંસ આર્કેડ, મણિનગર રેલ્વે સ્ટેશનની સામે, 9726276363: [1408, 957, 1578, 1025]
- classified-ad: વેચવાનો છે ફ્લેટ, 3 B H K, આર્યન સીટી, વંદે માતરમ, ગોતા, ઓનર- 9924222626: [1237, 1964, 1408, 2017]
- classified-ad: ભાડે આપવાનો છે ફ્લેટ 3 B H K ફુલ્લી ફર્નિશ, બોડકદેવ 9879528819.: [381, 1195, 551, 1247]
- category-label: વેચવાનું છે: [1244, 788, 1402, 812]
- classified-ad: વેચાણ જોઇએ છે ફ્લેટ વિજયનગરમાં, નારણપુરા. (બ્રોકર) 9327948831.: [551, 1776, 721, 1829]
- classified-ad: વેચવાનો છે બંગલો, મધુવૃંદ સોસાયટી, ઘાટલોડીયા. M. 9429210823: [1066, 1611, 1237, 1664]
- classified-ad: ભાડે આપવાનો છે bungalow Naranpura - Jatinbhai 8375028823: [721, 1155, 893, 1208]
- classified-ad: ભાડે આપવાનો છે ફ્લેટ 1 B H K ફુલ્લી ફર્નિશ ગોતા, Arham Homes 9825125225: [1237, 2126, 1408, 2179]
- classified-ad: વેચવાનું છે. ટેનામેન્ટ સારા લોકેશનમાં, નારણપુરા. સંપર્ક- શાહ એસ્ટેટ. 9974089640.: [551, 1253, 721, 1306]
- classified-column-2: [211, 116, 381, 2224]
- category-heading: જોઇએ છે: [739, 1970, 875, 1992]
- area-name: નારણપુરા: [387, 1660, 544, 1687]
- classified-ad: ભાડે આપવાનો છે બંગલો Prime Location નારણપુરા Jay Broker 9898645241 (દલાલ માફ): [551, 764, 721, 833]
- classified-ad: વેચવાનો છે ફ્લેટ, 2 B H K, ફુલ્લી ફર્નિશ, 110 વાર, ફ્લોર પટેલ હોલ નજીક, ઘાટલોડિયા. 9879832197: [1066, 1539, 1237, 1607]
- classified-ad: ભાડે આપવાનો છે ફ્લેટ, 2 B H K, વસ્ત્રાપુર- 9724022220, 9725066660: [381, 992, 551, 1045]
- classified-ad: વેચવાનો છે ફ્લેટ 3 બેડરૂમ, Shree Reality નારણપુરા. 9879991063/ 9638709433: [551, 254, 721, 322]
- classified-ad: વેચવાનો છે ફ્લેટ 3 બેડ પહેલા માળે આર્યમાન નારણપુરા 9558886776: [551, 400, 721, 452]
- classified-ad: ભાડે આપવાનો છે ફ્લેટ 3 બેડરૂમ સાયન્સ સિટી બ્રોકર એસ્ટેટ 6352165742: [1066, 1072, 1237, 1125]
- registration-dot-icon: [1188, 2238, 1201, 2251]
- classified-ad: વેચવાનો છે ફ્લેટ, 2 બેડ, લોરાઇઝ, પહેલો માળ, નેહરૂપાર્ક, વસ્ત્રાપુર- 9724291533, 9825050472: [212, 818, 381, 901]
- classified-ad: અર્જન્ટ ભાડે આપવાનો છે ફ્લેટ 3 B H K વસ્ત્રાપુર 9099921708/ 9727771709: [381, 1049, 551, 1117]
- classified-ad: ભાડે આપવાની છે. ઓફિસ 1140 ફૂટ, યુનિક મેટ્રો પોલ, ત્રીજો માળ, સીટીની પાસે, પ્રસંગ પાર્ટી પ્લોટની સામે, અંબવાલ મોલની પાછળ, ગોતા. 9426862840: [1237, 2022, 1408, 2122]
- classified-ad: વેચાણથી આપવાનો છે લક્ઝુરિયસ બંગલોઝ, સાયન્સ સિટી સોલા પાસે. પાટીદાર પ્રોપર્ટી 8733933762: [893, 1136, 1066, 1205]
- classified-ad: વેચવાનો છે ફ્લેટ 2 બેડ 120 વાર ફુલ્લી ફર્નિશ, ગુરુકુલ રોડ મેમનગર વિહત એસ્ટેટ 9979590051: [40, 1112, 211, 1180]
- classified-ad: વેચવાનો છે ફ્લેટ 3 બેડ Devnandan Platina વંદેમાતરમ ગોતા Honest Dealz 9377794189: [1237, 1762, 1408, 1830]
- classified-ad: વેચવાનો છે ફ્લેટ 2 Bedroom, Hall, Kitchen 128 var, નિર્માણ ગ્રીન્સ, ગોતા. 8488044043: [1408, 448, 1578, 517]
- classified-ad: ભાડે આપવાનો છે ફ્લેટ 3 બેડ ફર્નિશ અંકુર, નારણપુરા જૈનમ પ્રોપર્ટીઝ 9429030058: [721, 879, 893, 931]
- classified-ad: વેચાણ/ ભાડે આપવાનો છે ફ્લેટ Science City Sola 9016464272: [893, 2063, 1066, 2115]
- classified-ad: વેચવાનો છે ફ્લેટ 4500 ફૂટ ટાઇમ્સ 104, રાજપથ ક્લબ રોડ, બોડકદેવ. 8980020011: [212, 428, 381, 480]
- classified-ad: વેચવાનો છે ફ્લેટ 3 B H K ફર્નિશ, વરદાન ટાવર, નારણપુરા. 8128582973.: [551, 1310, 721, 1363]
- category-heading: ભાડે જોઇએ છે: [569, 1833, 703, 1856]
- classified-ad: વેચવાનો છે. શોરૂમ 1100 સ્કે ફૂટ, ગ્રાઉન્ડ ફ્લોર સાયન્સ સીટી પ્રાઇમ લોકેશન 9925006375 બ્રોકર આવકાર્ય: [893, 1844, 1066, 1912]
